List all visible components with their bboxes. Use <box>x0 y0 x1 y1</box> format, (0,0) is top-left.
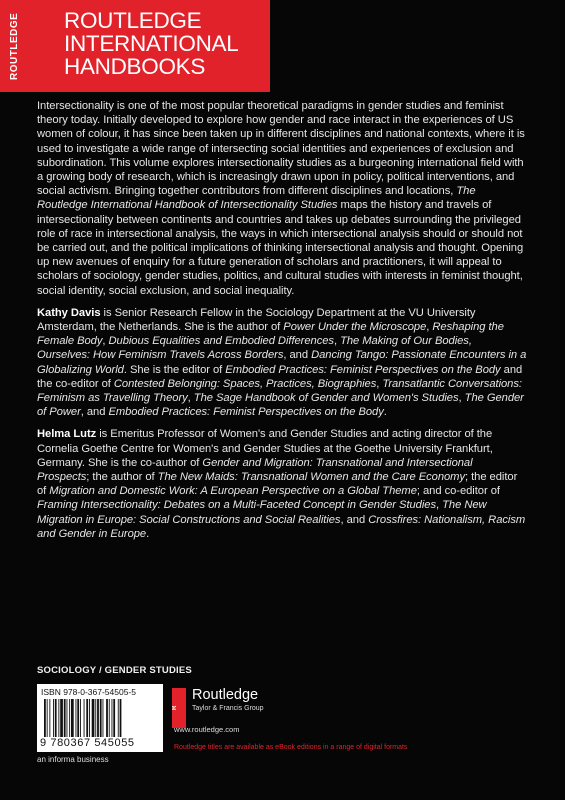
barcode-bar <box>77 699 79 737</box>
publisher-group: Taylor & Francis Group <box>192 705 264 712</box>
barcode-digits: 9 780367 545055 <box>40 737 135 749</box>
isbn-number: ISBN 978-0-367-54505-5 <box>41 687 136 697</box>
side-logo-text: ROUTLEDGE <box>9 12 20 80</box>
series-title-line-1: ROUTLEDGE <box>64 8 202 33</box>
informa-business-text: an informa business <box>37 755 109 764</box>
barcode-bar <box>58 699 59 737</box>
isbn-barcode <box>37 684 163 752</box>
barcode-bar <box>80 699 81 737</box>
barcode-bar <box>44 699 46 737</box>
barcode-bar <box>84 699 85 737</box>
barcode-bar <box>112 699 113 737</box>
barcode-bar <box>49 699 50 737</box>
series-title-line-2: INTERNATIONAL <box>64 31 239 56</box>
barcode-bar <box>109 699 110 737</box>
publisher-url: www.routledge.com <box>174 725 240 734</box>
barcode-bar <box>69 699 70 737</box>
ebook-availability-note: Routledge titles are available as eBook editions in a range of digital formats <box>174 744 408 751</box>
barcode-bar <box>92 699 95 737</box>
barcode-bar <box>113 699 115 737</box>
barcode-bar <box>67 699 68 737</box>
barcode-bar <box>47 699 48 737</box>
barcode-bar <box>76 699 77 737</box>
logo-mark-letter: R <box>172 705 178 711</box>
barcode-bar <box>64 699 66 737</box>
barcode-bar <box>53 699 54 737</box>
barcode-bar <box>95 699 96 737</box>
barcode-bar <box>97 699 99 737</box>
routledge-side-logo <box>9 6 33 86</box>
publisher-name: Routledge <box>192 687 259 703</box>
author-name: Helma Lutz <box>37 428 97 441</box>
author-name: Kathy Davis <box>37 306 101 319</box>
barcode-bar <box>86 699 88 737</box>
barcode-bar <box>118 699 119 737</box>
series-banner <box>0 0 270 92</box>
barcode-bar <box>55 699 57 737</box>
author-bio-lutz: Helma Lutz is Emeritus Professor of Women's and Gender Studies and acting director of the Cornelia Goethe Centre for Women's and Gender Studies at the Goethe University Frankfurt, Germany. She is the co-author of Gender and Migration: Transnational and Intersectional Prospects; the author of The New Maids: Transnational Women and the Care Economy; the editor of Migration and Domestic Work: A European Perspective on a Global Theme; and co-editor of Framing Intersectionality: Debates on a Multi-Faceted Concept in Gender Studies, The New Migration in Europe: Social Constructions and Social Realities, and Crossfires: Nationalism, Racism and Gender in Europe. <box>37 428 526 540</box>
series-title <box>64 9 238 78</box>
subject-category: SOCIOLOGY / GENDER STUDIES <box>37 665 192 676</box>
barcode-bar <box>71 699 74 737</box>
back-cover-blurb <box>37 99 527 549</box>
series-title-line-3: HANDBOOKS <box>64 54 206 79</box>
barcode-bars <box>43 699 153 737</box>
description-paragraph: Intersectionality is one of the most popular theoretical paradigms in gender studies and feminist theory today. Initially developed to explore how gender and race interact in the experiences of US women of colour, it has since been taken up in different disciplines and national contexts, where it is used to investigate a wide range of intersecting social identities and experiences of exclusion and subordination. This volume explores intersectionality studies as a burgeoning international field with a growing body of research, which is increasingly drawn upon in policy, political interventions, and social activism. Bringing together contributors from different disciplines and locations, The Routledge International Handbook of Intersectionality Studies maps the history and travels of intersectionality between continents and countries and takes up debates surrounding the privileged role of race in intersectional analysis, the ways in which intersectional analysis should or should not be carried out, and the political implications of thinking intersectional analysis and thought. Opening up new avenues of enquiry for a future generation of scholars and practitioners, it will appeal to scholars of sociology, gender studies, politics, and cultural studies with interests in feminist thought, social identity, social exclusion, and social inequality. <box>37 100 525 297</box>
barcode-bar <box>60 699 63 737</box>
barcode-bar <box>100 699 102 737</box>
barcode-bar <box>89 699 90 737</box>
barcode-bar <box>120 699 122 737</box>
routledge-logo-mark <box>172 688 186 728</box>
barcode-bar <box>103 699 104 737</box>
barcode-bar <box>106 699 108 737</box>
author-bio-davis: Kathy Davis is Senior Research Fellow in the Sociology Department at the VU University Amsterdam, the Netherlands. She is the author of Power Under the Microscope, Reshaping the Female Body, Dubious Equalities and Embodied Differences, The Making of Our Bodies, Ourselves: How Feminism Travels Across Borders, and Dancing Tango: Passionate Encounters in a Globalizing World. She is the editor of Embodied Practices: Feminist Perspectives on the Body and the co-editor of Contested Belonging: Spaces, Practices, Biographies, Transatlantic Conversations: Feminism as Travelling Theory, The Sage Handbook of Gender and Women's Studies, The Gender of Power, and Embodied Practices: Feminist Perspectives on the Body. <box>37 306 527 419</box>
